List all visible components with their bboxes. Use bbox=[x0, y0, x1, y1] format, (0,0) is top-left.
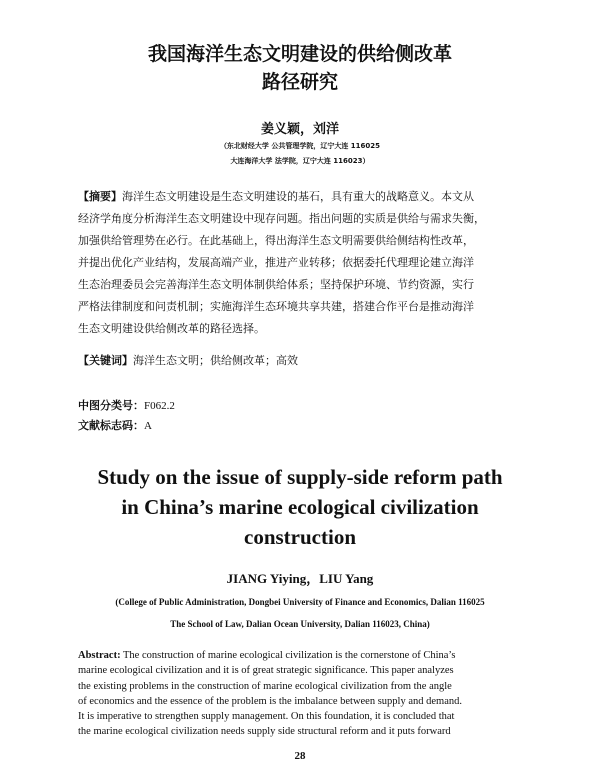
english-abstract bbox=[78, 648, 524, 740]
chinese-keywords-label: 【关键词】 bbox=[78, 354, 133, 367]
english-abstract-line: the existing problems in the construction of marine ecological civilization from the angle bbox=[78, 680, 452, 692]
english-affiliation-2: The School of Law, Dalian Ocean University, Dalian 116023, China) bbox=[170, 619, 430, 629]
chinese-title-line-2: 路径研究 bbox=[261, 71, 338, 93]
classification-block bbox=[78, 396, 175, 436]
english-abstract-line: Abstract: The construction of marine ecological civilization is the cornerstone of China’s bbox=[78, 650, 456, 661]
english-abstract-label: Abstract: bbox=[78, 650, 121, 661]
chinese-abstract-line: 生态治理委员会完善海洋生态文明体制供给体系；坚持保护环境、节约资源，实行 bbox=[78, 278, 474, 291]
chinese-keywords-text: 海洋生态文明；供给侧改革；高效 bbox=[133, 354, 298, 367]
classification-number: 中图分类号：F062.2 bbox=[78, 399, 175, 412]
page-number: 28 bbox=[294, 750, 306, 762]
chinese-abstract-line: 生态文明建设供给侧改革的路径选择。 bbox=[78, 322, 265, 335]
chinese-abstract bbox=[78, 186, 524, 340]
chinese-abstract-line: 经济学角度分析海洋生态文明建设中现存问题。指出问题的实质是供给与需求失衡， bbox=[78, 212, 485, 225]
english-title-line-1: Study on the issue of supply-side reform path bbox=[97, 465, 503, 489]
chinese-abstract-line: 【摘要】海洋生态文明建设是生态文明建设的基石，具有重大的战略意义。本文从 bbox=[78, 190, 474, 203]
chinese-abstract-line: 加强供给管理势在必行。在此基础上，得出海洋生态文明需要供给侧结构性改革， bbox=[78, 234, 474, 247]
chinese-affiliation-2: 大连海洋大学 法学院，辽宁大连 116023） bbox=[230, 157, 370, 165]
chinese-keywords bbox=[78, 352, 524, 368]
english-abstract-line: the marine ecological civilization needs supply side structural reform and it puts forward bbox=[78, 726, 451, 738]
chinese-abstract-label: 【摘要】 bbox=[78, 190, 122, 203]
chinese-title-line-1: 我国海洋生态文明建设的供给侧改革 bbox=[147, 43, 452, 65]
document-code: 文献标志码：A bbox=[78, 419, 152, 432]
chinese-authors: 姜义颖，刘洋 bbox=[260, 122, 339, 137]
chinese-abstract-line: 并提出优化产业结构，发展高端产业，推进产业转移；依据委托代理理论建立海洋 bbox=[78, 256, 474, 269]
english-title-line-3: construction bbox=[244, 525, 356, 549]
english-abstract-line: marine ecological civilization and it is of great strategic significance. This paper analyzes bbox=[78, 665, 454, 677]
chinese-abstract-line: 严格法律制度和问责机制；实施海洋生态环境共享共建，搭建合作平台是推动海洋 bbox=[78, 300, 474, 313]
english-affiliation-1: (College of Public Administration, Dongbei University of Finance and Economics, Dalian 116025 bbox=[115, 597, 485, 607]
english-authors: JIANG Yiying，LIU Yang bbox=[226, 571, 374, 586]
english-abstract-line: of economics and the essence of the problem is the imbalance between supply and demand. bbox=[78, 695, 462, 707]
chinese-affiliation-1: （东北财经大学 公共管理学院，辽宁大连 116025 bbox=[219, 142, 381, 150]
english-title-line-2: in China’s marine ecological civilization bbox=[121, 495, 479, 519]
english-abstract-line: It is imperative to strengthen supply management. On this foundation, it is concluded that bbox=[78, 711, 455, 723]
